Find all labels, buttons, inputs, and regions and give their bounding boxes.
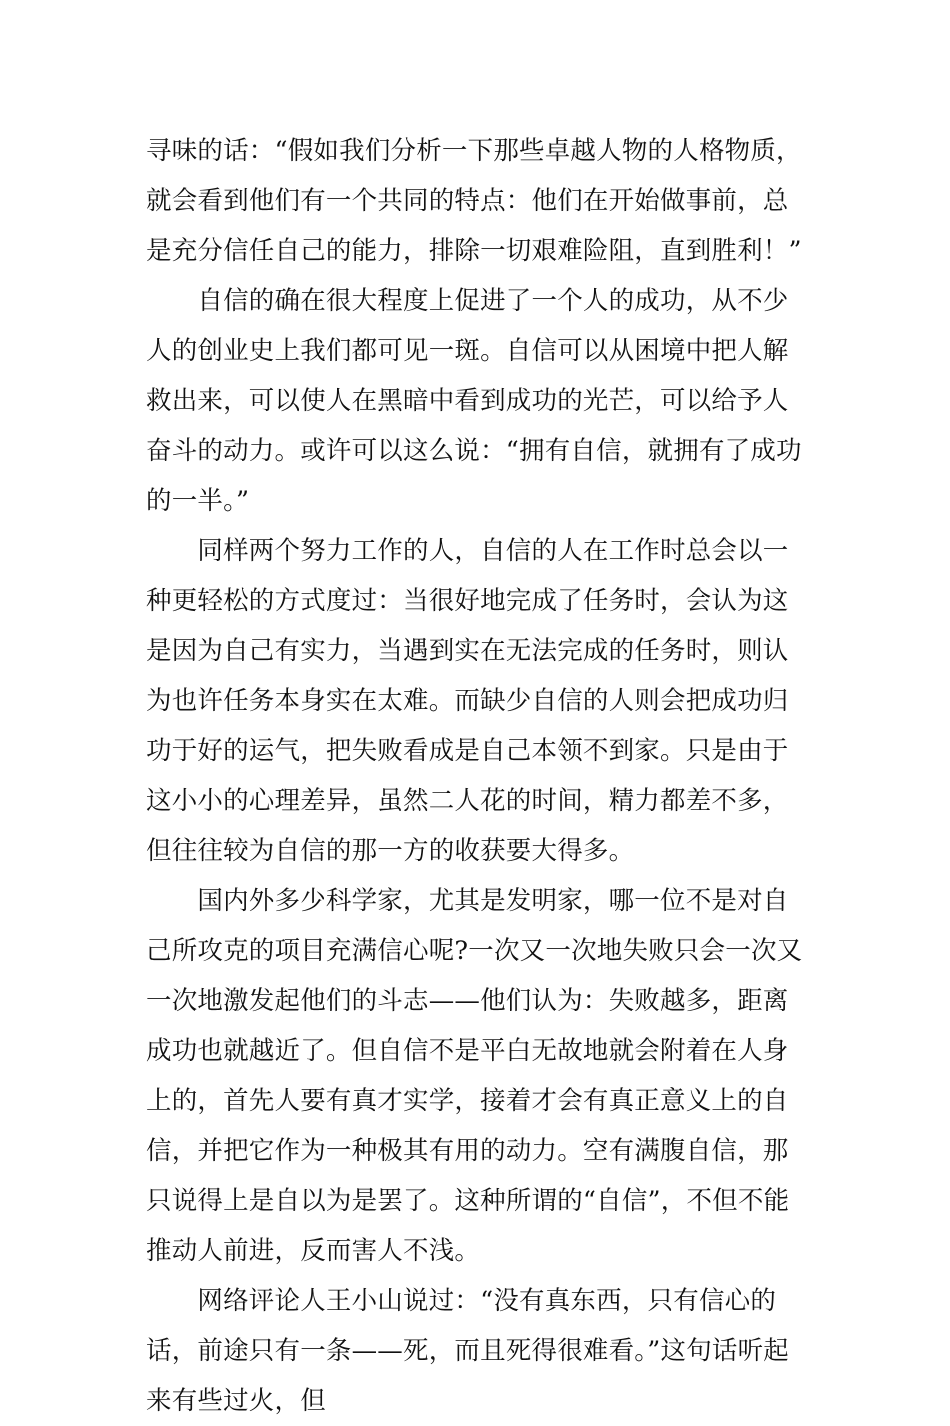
document-body [146, 126, 810, 1426]
paragraph-scientists: 国内外多少科学家，尤其是发明家，哪一位不是对自己所攻克的项目充满信心呢?一次又一次地失败只会一次又一次地激发起他们的斗志——他们认为：失败越多，距离成功也就越近了。但自信不是平白无故地就会附着在人身上的，首先人要有真才实学，接着才会有真正意义上的自信，并把它作为一种极其有用的动力。空有满腹自信，那只说得上是自以为是罢了。这种所谓的“自信”，不但不能推动人前进，反而害人不浅。 [146, 886, 803, 1266]
paragraph-two-workers: 同样两个努力工作的人，自信的人在工作时总会以一种更轻松的方式度过：当很好地完成了任务时，会认为这是因为自己有实力，当遇到实在无法完成的任务时，则认为也许任务本身实在太难。而缺少自信的人则会把成功归功于好的运气，把失败看成是自己本领不到家。只是由于这小小的心理差异，虽然二人花的时间，精力都差不多，但往往较为自信的那一方的收获要大得多。 [146, 536, 789, 866]
paragraph-wang-xiaoshan: 网络评论人王小山说过：“没有真东西，只有信心的话，前途只有一条——死，而且死得很难看。”这句话听起来有些过火，但 [146, 1286, 789, 1416]
paragraph-continuation: 寻味的话：“假如我们分析一下那些卓越人物的人格物质，就会看到他们有一个共同的特点：他们在开始做事前，总是充分信任自己的能力，排除一切艰难险阻，直到胜利！” [146, 136, 802, 266]
paragraph-confidence-success: 自信的确在很大程度上促进了一个人的成功，从不少人的创业史上我们都可见一斑。自信可以从困境中把人解救出来，可以使人在黑暗中看到成功的光芒，可以给予人奋斗的动力。或许可以这么说：“拥有自信，就拥有了成功的一半。” [146, 286, 802, 516]
